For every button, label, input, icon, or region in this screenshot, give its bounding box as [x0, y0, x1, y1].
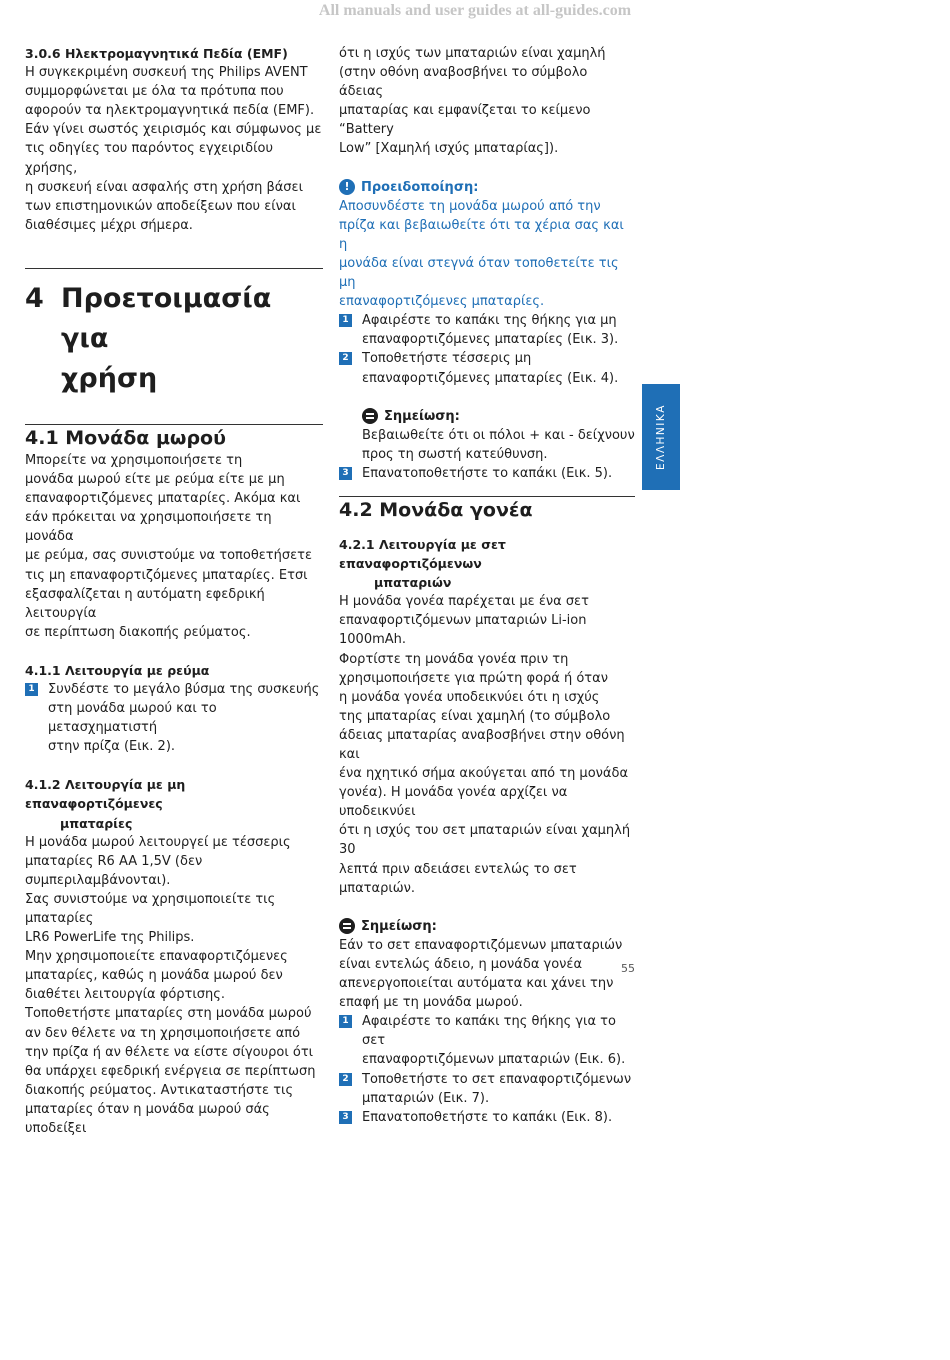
chapter-title-line: χρήση: [61, 362, 158, 394]
warning-text: [339, 197, 635, 312]
language-tab-label: ΕΛΛΗΝΙΚΑ: [655, 404, 667, 470]
warning-line: πρίζα και βεβαιωθείτε ότι τα χέρια σας και η: [339, 217, 624, 252]
paragraph-line: μπαταρίες R6 AA 1,5V (δεν συμπεριλαμβάνονται).: [25, 853, 203, 888]
paragraph-line: η μονάδα γονέα υποδεικνύει ότι η ισχύς: [339, 689, 600, 705]
subsection-title-line: 4.1.2 Λειτουργία με μη επαναφορτιζόμενες: [25, 777, 186, 812]
step-line: μπαταριών (Εικ. 7).: [362, 1090, 490, 1106]
section-4-2-title: 4.2 Μονάδα γονέα: [339, 498, 533, 521]
paragraph-line: διαθέτει λειτουργία φόρτισης.: [25, 987, 226, 1003]
step-item: [339, 464, 635, 483]
paragraph-line: μπαταρίας και εμφανίζεται το κείμενο “Battery: [339, 103, 591, 138]
emf-line: των επιστημονικών αποδείξεων που είναι: [25, 198, 296, 214]
left-column: [25, 44, 323, 1138]
step-number-badge: 1: [339, 314, 352, 327]
subsection-title-line: μπαταριών: [374, 575, 452, 591]
emf-line: Εάν γίνει σωστός χειρισμός και σύμφωνος με: [25, 122, 322, 138]
step-item: [339, 349, 635, 387]
paragraph-line: (στην οθόνη αναβοσβήνει το σύμβολο άδειας: [339, 65, 588, 100]
paragraph-line: επαναφορτιζόμενες μπαταρίες. Ακόμα και: [25, 491, 301, 507]
language-side-tab: [642, 384, 680, 490]
step-line: στη μονάδα μωρού και το μετασχηματιστή: [48, 701, 217, 736]
paragraph-line: Τοποθετήστε μπαταρίες στη μονάδα μωρού: [25, 1006, 312, 1022]
note-line: είναι εντελώς άδειο, η μονάδα γονέα: [339, 956, 583, 972]
note-line: απενεργοποιείται αυτόματα και χάνει την: [339, 976, 614, 992]
note-text: [339, 936, 635, 1012]
warning-heading: [339, 178, 635, 197]
step-item: [339, 1070, 635, 1108]
note-heading: [339, 917, 635, 936]
paragraph-line: την πρίζα ή αν θέλετε να είστε σίγουροι ότι: [25, 1044, 314, 1060]
right-column: [339, 44, 635, 1127]
step-number-badge: 3: [339, 467, 352, 480]
emf-line: τις οδηγίες του παρόντος εγχειριδίου χρήσης,: [25, 141, 273, 176]
paragraph-line: ότι η ισχύς του σετ μπαταριών είναι χαμηλή 30: [339, 823, 631, 858]
paragraph-line: Low” [Χαμηλή ισχύς μπαταρίας]).: [339, 141, 559, 157]
note-icon: [339, 918, 355, 934]
step-item: [339, 1012, 635, 1069]
page-number: 55: [621, 962, 635, 975]
note-box: [339, 407, 635, 464]
note-line: επαφή με τη μονάδα μωρού.: [339, 995, 523, 1011]
subsection-title-line: μπαταρίες: [60, 815, 133, 831]
step-number-badge: 1: [339, 1015, 352, 1028]
paragraph-line: Μπορείτε να χρησιμοποιήσετε τη: [25, 452, 243, 468]
step-line: επαναφορτιζόμενες μπαταρίες (Εικ. 4).: [362, 370, 619, 386]
note-heading: [362, 407, 635, 426]
warning-icon: [339, 179, 355, 195]
step-line: Τοποθετήστε το σετ επαναφορτιζόμενων: [362, 1071, 632, 1087]
step-item: [339, 311, 635, 349]
note-text: [362, 426, 635, 464]
paragraph-line: Η μονάδα μωρού λειτουργεί με τέσσερις: [25, 834, 291, 850]
emf-paragraph: [25, 63, 323, 235]
paragraph-line: επαναφορτιζόμενων μπαταριών Li-ion: [339, 613, 587, 629]
paragraph-line: με ρεύμα, σας συνιστούμε να τοποθετήσετε: [25, 548, 312, 564]
step-line: Αφαιρέστε το καπάκι της θήκης για το σετ: [362, 1014, 616, 1049]
warning-line: μονάδα είναι στεγνά όταν τοποθετείτε τις μη: [339, 255, 619, 291]
step-line: επαναφορτιζόμενων μπαταριών (Εικ. 6).: [362, 1052, 626, 1068]
note-line: Βεβαιωθείτε ότι οι πόλοι + και - δείχνουν: [362, 427, 635, 443]
paragraph-line: άδειας μπαταρίας αναβοσβήνει στην οθόνη και: [339, 727, 625, 762]
paragraph-line: Μην χρησιμοποιείτε επαναφορτιζόμενες: [25, 949, 288, 965]
step-line: Συνδέστε το μεγάλο βύσμα της συσκευής: [48, 681, 320, 697]
paragraph-line: μπαταρίες όταν η μονάδα μωρού σάς υποδείξει: [25, 1101, 270, 1137]
note-line: προς τη σωστή κατεύθυνση.: [362, 446, 548, 462]
emf-line: η συσκευή είναι ασφαλής στη χρήση βάσει: [25, 179, 303, 195]
subsection-4-1-1-title: 4.1.1 Λειτουργία με ρεύμα: [25, 662, 210, 678]
paragraph-line: 1000mAh.: [339, 632, 407, 648]
paragraph-line: τις μη επαναφορτιζόμενες μπαταρίες. Ετσι: [25, 567, 308, 583]
paragraph-line: ένα ηχητικό σήμα ακούγεται από τη μονάδα: [339, 766, 629, 782]
watermark: All manuals and user guides at all-guides.com: [318, 2, 632, 19]
step-line: Τοποθετήστε τέσσερις μη: [362, 351, 532, 367]
paragraph-line: της μπαταρίας είναι χαμηλή (το σύμβολο: [339, 708, 611, 724]
emf-heading: 3.0.6 Ηλεκτρομαγνητικά Πεδία (EMF): [25, 46, 288, 61]
section-4-1-paragraph: [25, 451, 323, 642]
note-line: Εάν το σετ επαναφορτιζόμενων μπαταριών: [339, 937, 623, 953]
step-number-badge: 3: [339, 1111, 352, 1124]
paragraph-line: γονέα). Η μονάδα γονέα αρχίζει να υποδεικνύει: [339, 785, 568, 820]
note-title: Σημείωση:: [361, 918, 437, 934]
chapter-heading: [25, 279, 323, 399]
note-title: Σημείωση:: [384, 408, 460, 424]
paragraph-line: Σας συνιστούμε να χρησιμοποιείτε τις μπαταρίες: [25, 891, 276, 926]
paragraph-line: εάν πρόκειται να χρησιμοποιήσετε τη μονάδα: [25, 510, 272, 545]
step-item: [339, 1108, 635, 1127]
note-icon: [362, 408, 378, 424]
paragraph-line: χρησιμοποιήσετε για πρώτη φορά ή όταν: [339, 670, 608, 686]
step-line: Επανατοποθετήστε το καπάκι (Εικ. 5).: [362, 465, 613, 481]
step-number-badge: 1: [25, 683, 38, 696]
paragraph-line: LR6 PowerLife της Philips.: [25, 930, 195, 946]
step-line: Επανατοποθετήστε το καπάκι (Εικ. 8).: [362, 1109, 613, 1125]
paragraph-line: Η μονάδα γονέα παρέχεται με ένα σετ: [339, 594, 589, 610]
emf-line: συμμορφώνεται με όλα τα πρότυπα που: [25, 84, 284, 100]
paragraph-line: θα υπάρχει εφεδρική ενέργεια σε περίπτωση: [25, 1063, 316, 1079]
step-item: [25, 680, 323, 756]
step-line: στην πρίζα (Εικ. 2).: [48, 739, 176, 755]
paragraph-line: μονάδα μωρού είτε με ρεύμα είτε με μη: [25, 472, 285, 488]
subsection-4-1-2-paragraph: [25, 833, 323, 1139]
warning-line: Αποσυνδέστε τη μονάδα μωρού από την: [339, 198, 601, 214]
subsection-4-1-2-title: [25, 775, 323, 832]
chapter-rule: [25, 268, 323, 269]
step-number-badge: 2: [339, 352, 352, 365]
paragraph-line: αν δεν θέλετε να τη χρησιμοποιήσετε από: [25, 1025, 301, 1041]
subsection-4-2-1-title: [339, 535, 635, 592]
paragraph-line: Φορτίστε τη μονάδα γονέα πριν τη: [339, 651, 569, 667]
emf-line: αφορούν τα ηλεκτρομαγνητικά πεδία (EMF).: [25, 103, 315, 119]
step-number-badge: 2: [339, 1073, 352, 1086]
emf-line: διαθέσιμες μέχρι σήμερα.: [25, 217, 193, 233]
emf-line: Η συγκεκριμένη συσκευή της Philips AVENT: [25, 65, 308, 81]
warning-title: Προειδοποίηση:: [361, 179, 479, 195]
paragraph-line: διακοπής ρεύματος. Αντικαταστήστε τις: [25, 1082, 294, 1098]
chapter-number: 4: [25, 282, 44, 314]
paragraph-line: μπαταρίες, καθώς η μονάδα μωρού δεν: [25, 968, 283, 984]
paragraph-line: εξασφαλίζεται η αυτόματη εφεδρική λειτουργία: [25, 586, 265, 621]
paragraph-line: λεπτά πριν αδειάσει εντελώς το σετ μπαταριών.: [339, 861, 577, 896]
step-line: Αφαιρέστε το καπάκι της θήκης για μη: [362, 313, 617, 329]
step-line: επαναφορτιζόμενες μπαταρίες (Εικ. 3).: [362, 332, 619, 348]
warning-line: επαναφορτιζόμενες μπαταρίες.: [339, 294, 545, 310]
continued-paragraph: [339, 44, 635, 159]
subsection-4-2-1-paragraph: [339, 592, 635, 898]
section-4-1-title: 4.1 Μονάδα μωρού: [25, 426, 226, 449]
paragraph-line: σε περίπτωση διακοπής ρεύματος.: [25, 624, 251, 640]
paragraph-line: ότι η ισχύς των μπαταριών είναι χαμηλή: [339, 46, 606, 61]
subsection-title-line: 4.2.1 Λειτουργία με σετ επαναφορτιζόμενων: [339, 536, 506, 572]
chapter-title-line: Προετοιμασία για: [61, 282, 272, 354]
